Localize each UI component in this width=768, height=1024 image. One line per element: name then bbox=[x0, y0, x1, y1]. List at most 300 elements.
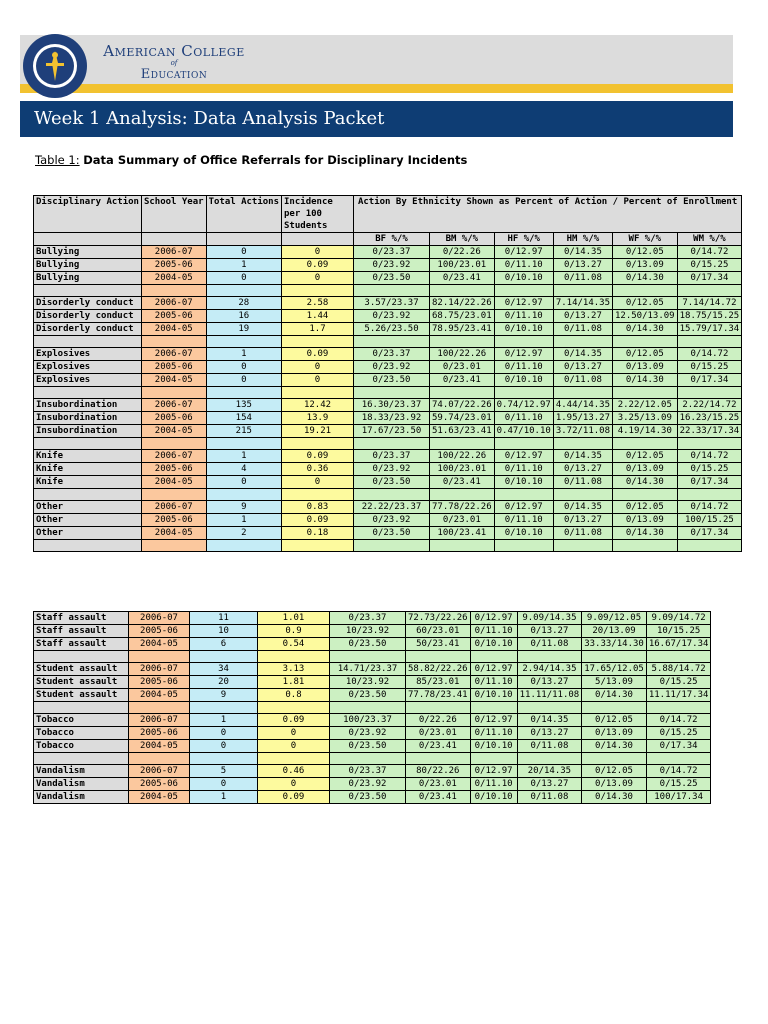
cell-wm: 10/15.25 bbox=[646, 625, 711, 638]
cell-hf: 0/11.10 bbox=[470, 676, 517, 689]
cell-bm: 0/23.01 bbox=[406, 778, 471, 791]
cell-action: Insubordination bbox=[34, 399, 142, 412]
spacer-cell bbox=[282, 438, 354, 450]
cell-year: 2004-05 bbox=[129, 791, 190, 804]
spacer-cell bbox=[517, 753, 582, 765]
spacer-cell bbox=[282, 540, 354, 552]
table-row bbox=[34, 246, 742, 259]
cell-incidence: 0.36 bbox=[282, 463, 354, 476]
cell-hf: 0.47/10.10 bbox=[494, 425, 553, 438]
cell-incidence: 12.42 bbox=[282, 399, 354, 412]
cell-bm: 100/23.41 bbox=[430, 527, 495, 540]
cell-wf: 33.33/14.30 bbox=[582, 638, 647, 651]
spacer-cell bbox=[282, 285, 354, 297]
cell-bm: 0/23.41 bbox=[430, 272, 495, 285]
spacer-cell bbox=[354, 285, 430, 297]
cell-hm: 0/14.35 bbox=[553, 501, 612, 514]
cell-year: 2005-06 bbox=[141, 361, 206, 374]
cell-action: Disorderly conduct bbox=[34, 297, 142, 310]
spacer-row bbox=[34, 540, 742, 552]
spacer-cell bbox=[613, 540, 678, 552]
cell-year: 2004-05 bbox=[141, 272, 206, 285]
cell-bf: 14.71/23.37 bbox=[330, 663, 406, 676]
cell-action: Knife bbox=[34, 450, 142, 463]
cell-bm: 0/23.41 bbox=[406, 740, 471, 753]
spacer-cell bbox=[470, 753, 517, 765]
cell-bm: 82.14/22.26 bbox=[430, 297, 495, 310]
spacer-cell bbox=[206, 285, 281, 297]
cell-total: 10 bbox=[190, 625, 258, 638]
cell-year: 2004-05 bbox=[141, 323, 206, 336]
table-caption bbox=[35, 153, 467, 167]
spacer-cell bbox=[34, 387, 142, 399]
spacer-cell bbox=[406, 753, 471, 765]
spacer-row bbox=[34, 702, 711, 714]
cell-wf: 0/13.09 bbox=[613, 361, 678, 374]
cell-bm: 77.78/23.41 bbox=[406, 689, 471, 702]
cell-total: 2 bbox=[206, 527, 281, 540]
spacer-cell bbox=[354, 438, 430, 450]
cell-wm: 0/17.34 bbox=[677, 476, 742, 489]
table-row bbox=[34, 476, 742, 489]
cell-year: 2006-07 bbox=[129, 765, 190, 778]
spacer-cell bbox=[34, 702, 129, 714]
cell-bf: 0/23.92 bbox=[354, 514, 430, 527]
cell-bf: 10/23.92 bbox=[330, 625, 406, 638]
cell-hf: 0/10.10 bbox=[494, 476, 553, 489]
table-row bbox=[34, 361, 742, 374]
cell-hm: 0/11.08 bbox=[553, 272, 612, 285]
cell-wm: 0/17.34 bbox=[677, 374, 742, 387]
cell-hm: 0/11.08 bbox=[517, 740, 582, 753]
cell-action: Vandalism bbox=[34, 765, 129, 778]
cell-action: Tobacco bbox=[34, 727, 129, 740]
spacer-cell bbox=[206, 540, 281, 552]
cell-wm: 0/14.72 bbox=[677, 450, 742, 463]
cell-wm: 0/14.72 bbox=[677, 246, 742, 259]
table-row bbox=[34, 501, 742, 514]
cell-action: Bullying bbox=[34, 259, 142, 272]
cell-incidence: 3.13 bbox=[258, 663, 330, 676]
cell-incidence: 19.21 bbox=[282, 425, 354, 438]
cell-hm: 0/13.27 bbox=[553, 310, 612, 323]
cell-hf: 0/11.10 bbox=[494, 259, 553, 272]
cell-action: Other bbox=[34, 514, 142, 527]
cell-wm: 0/15.25 bbox=[646, 727, 711, 740]
spacer-cell bbox=[190, 753, 258, 765]
cell-action: Tobacco bbox=[34, 740, 129, 753]
cell-incidence: 0 bbox=[282, 476, 354, 489]
cell-bf: 0/23.50 bbox=[330, 740, 406, 753]
cell-bf: 0/23.92 bbox=[354, 361, 430, 374]
subheader-blank bbox=[34, 233, 142, 246]
cell-wm: 18.75/15.25 bbox=[677, 310, 742, 323]
table-row bbox=[34, 527, 742, 540]
referrals-table-part-1 bbox=[33, 195, 742, 552]
cell-bm: 80/22.26 bbox=[406, 765, 471, 778]
cell-year: 2006-07 bbox=[129, 714, 190, 727]
cell-total: 1 bbox=[206, 259, 281, 272]
cell-action: Knife bbox=[34, 463, 142, 476]
cell-incidence: 0.09 bbox=[282, 450, 354, 463]
cell-wf: 12.50/13.09 bbox=[613, 310, 678, 323]
cell-wm: 0/15.25 bbox=[646, 778, 711, 791]
cell-action: Tobacco bbox=[34, 714, 129, 727]
college-logo-text bbox=[94, 42, 254, 82]
table-row bbox=[34, 638, 711, 651]
cell-action: Student assault bbox=[34, 663, 129, 676]
cell-year: 2006-07 bbox=[141, 450, 206, 463]
spacer-cell bbox=[406, 651, 471, 663]
spacer-cell bbox=[258, 651, 330, 663]
cell-bf: 10/23.92 bbox=[330, 676, 406, 689]
spacer-cell bbox=[258, 753, 330, 765]
spacer-cell bbox=[517, 651, 582, 663]
cell-bm: 0/23.01 bbox=[430, 514, 495, 527]
spacer-cell bbox=[553, 336, 612, 348]
cell-action: Insubordination bbox=[34, 412, 142, 425]
cell-hf: 0/12.97 bbox=[494, 348, 553, 361]
cell-bm: 0/23.41 bbox=[430, 476, 495, 489]
cell-year: 2006-07 bbox=[141, 246, 206, 259]
cell-year: 2006-07 bbox=[129, 612, 190, 625]
spacer-cell bbox=[470, 702, 517, 714]
spacer-cell bbox=[129, 702, 190, 714]
cell-bm: 78.95/23.41 bbox=[430, 323, 495, 336]
cell-total: 9 bbox=[206, 501, 281, 514]
table-row bbox=[34, 450, 742, 463]
cell-bf: 0/23.37 bbox=[354, 246, 430, 259]
cell-action: Other bbox=[34, 501, 142, 514]
spacer-cell bbox=[494, 489, 553, 501]
spacer-cell bbox=[553, 438, 612, 450]
spacer-row bbox=[34, 387, 742, 399]
spacer-cell bbox=[553, 285, 612, 297]
cell-bf: 3.57/23.37 bbox=[354, 297, 430, 310]
cell-hm: 0/14.35 bbox=[553, 450, 612, 463]
cell-hm: 0/13.27 bbox=[553, 463, 612, 476]
table-row bbox=[34, 689, 711, 702]
cell-bf: 5.26/23.50 bbox=[354, 323, 430, 336]
cell-incidence: 0.9 bbox=[258, 625, 330, 638]
caption-title: Data Summary of Office Referrals for Disciplinary Incidents bbox=[83, 153, 468, 167]
cell-action: Bullying bbox=[34, 272, 142, 285]
cell-year: 2005-06 bbox=[141, 463, 206, 476]
spacer-cell bbox=[677, 285, 742, 297]
subheader-blank bbox=[282, 233, 354, 246]
cell-wf: 0/14.30 bbox=[613, 374, 678, 387]
cell-hf: 0/10.10 bbox=[494, 323, 553, 336]
subheader-bf: BF %/% bbox=[354, 233, 430, 246]
spacer-cell bbox=[282, 387, 354, 399]
cell-wf: 0/12.05 bbox=[582, 765, 647, 778]
cell-wf: 5/13.09 bbox=[582, 676, 647, 689]
spacer-cell bbox=[330, 753, 406, 765]
cell-action: Knife bbox=[34, 476, 142, 489]
cell-year: 2004-05 bbox=[141, 425, 206, 438]
spacer-cell bbox=[646, 702, 711, 714]
cell-total: 0 bbox=[206, 272, 281, 285]
spacer-cell bbox=[613, 489, 678, 501]
cell-action: Explosives bbox=[34, 374, 142, 387]
cell-bm: 0/22.26 bbox=[406, 714, 471, 727]
cell-total: 1 bbox=[190, 714, 258, 727]
cell-bf: 0/23.37 bbox=[354, 348, 430, 361]
cell-total: 0 bbox=[190, 727, 258, 740]
cell-action: Staff assault bbox=[34, 638, 129, 651]
cell-bf: 0/23.37 bbox=[354, 450, 430, 463]
cell-incidence: 13.9 bbox=[282, 412, 354, 425]
cell-incidence: 0.09 bbox=[258, 714, 330, 727]
cell-year: 2006-07 bbox=[129, 663, 190, 676]
cell-bm: 58.82/22.26 bbox=[406, 663, 471, 676]
cell-wf: 0/13.09 bbox=[613, 463, 678, 476]
cell-bf: 16.30/23.37 bbox=[354, 399, 430, 412]
cell-wf: 0/13.09 bbox=[582, 778, 647, 791]
cell-incidence: 1.01 bbox=[258, 612, 330, 625]
cell-year: 2004-05 bbox=[141, 527, 206, 540]
spacer-cell bbox=[553, 387, 612, 399]
cell-bf: 0/23.92 bbox=[354, 259, 430, 272]
subheader-hf: HF %/% bbox=[494, 233, 553, 246]
table-row bbox=[34, 714, 711, 727]
table-row bbox=[34, 727, 711, 740]
cell-bm: 59.74/23.01 bbox=[430, 412, 495, 425]
cell-hm: 0/13.27 bbox=[517, 727, 582, 740]
cell-wf: 0/14.30 bbox=[582, 689, 647, 702]
cell-total: 1 bbox=[190, 791, 258, 804]
spacer-cell bbox=[494, 438, 553, 450]
header-ethnicity: Action By Ethnicity Shown as Percent of Action / Percent of Enrollment bbox=[354, 196, 742, 233]
cell-year: 2006-07 bbox=[141, 501, 206, 514]
spacer-row bbox=[34, 438, 742, 450]
cell-hf: 0/11.10 bbox=[494, 361, 553, 374]
cell-hf: 0/10.10 bbox=[494, 374, 553, 387]
table-row bbox=[34, 412, 742, 425]
cell-bf: 0/23.92 bbox=[330, 778, 406, 791]
cell-year: 2006-07 bbox=[141, 348, 206, 361]
cell-bf: 0/23.50 bbox=[354, 272, 430, 285]
cell-wm: 9.09/14.72 bbox=[646, 612, 711, 625]
cell-action: Student assault bbox=[34, 689, 129, 702]
cell-action: Other bbox=[34, 527, 142, 540]
cell-bm: 100/22.26 bbox=[430, 450, 495, 463]
cell-wf: 3.25/13.09 bbox=[613, 412, 678, 425]
cell-total: 6 bbox=[190, 638, 258, 651]
cell-total: 28 bbox=[206, 297, 281, 310]
cell-bm: 72.73/22.26 bbox=[406, 612, 471, 625]
cell-total: 0 bbox=[190, 778, 258, 791]
cell-bf: 0/23.37 bbox=[330, 765, 406, 778]
cell-bf: 0/23.92 bbox=[330, 727, 406, 740]
logo-line-1: American College bbox=[103, 42, 245, 60]
cell-bm: 77.78/22.26 bbox=[430, 501, 495, 514]
cell-bf: 0/23.37 bbox=[330, 612, 406, 625]
cell-wf: 17.65/12.05 bbox=[582, 663, 647, 676]
spacer-cell bbox=[613, 285, 678, 297]
table-row bbox=[34, 791, 711, 804]
table-row bbox=[34, 740, 711, 753]
cell-year: 2005-06 bbox=[141, 412, 206, 425]
subheader-blank bbox=[141, 233, 206, 246]
spacer-cell bbox=[430, 540, 495, 552]
cell-year: 2004-05 bbox=[129, 740, 190, 753]
table-row bbox=[34, 778, 711, 791]
cell-action: Insubordination bbox=[34, 425, 142, 438]
spacer-cell bbox=[282, 489, 354, 501]
spacer-cell bbox=[282, 336, 354, 348]
cell-wm: 16.67/17.34 bbox=[646, 638, 711, 651]
cell-year: 2004-05 bbox=[129, 689, 190, 702]
table-row bbox=[34, 374, 742, 387]
cell-incidence: 0.8 bbox=[258, 689, 330, 702]
spacer-cell bbox=[677, 540, 742, 552]
cell-hf: 0/12.97 bbox=[494, 246, 553, 259]
table-row bbox=[34, 463, 742, 476]
cell-wf: 2.22/12.05 bbox=[613, 399, 678, 412]
cell-wm: 0/15.25 bbox=[646, 676, 711, 689]
cell-wf: 0/14.30 bbox=[582, 740, 647, 753]
cell-hm: 0/11.08 bbox=[553, 323, 612, 336]
spacer-cell bbox=[141, 285, 206, 297]
cell-incidence: 1.7 bbox=[282, 323, 354, 336]
cell-year: 2005-06 bbox=[129, 676, 190, 689]
table-row bbox=[34, 625, 711, 638]
spacer-cell bbox=[582, 651, 647, 663]
cell-bm: 0/23.41 bbox=[406, 791, 471, 804]
cell-wf: 0/12.05 bbox=[582, 714, 647, 727]
spacer-cell bbox=[190, 702, 258, 714]
cell-incidence: 2.58 bbox=[282, 297, 354, 310]
cell-wm: 0/14.72 bbox=[677, 501, 742, 514]
cell-wf: 4.19/14.30 bbox=[613, 425, 678, 438]
spacer-cell bbox=[430, 489, 495, 501]
cell-bm: 74.07/22.26 bbox=[430, 399, 495, 412]
cell-wm: 5.88/14.72 bbox=[646, 663, 711, 676]
cell-hm: 0/13.27 bbox=[553, 259, 612, 272]
spacer-cell bbox=[613, 387, 678, 399]
cell-incidence: 0.09 bbox=[282, 259, 354, 272]
cell-year: 2006-07 bbox=[141, 297, 206, 310]
cell-incidence: 0 bbox=[282, 361, 354, 374]
cell-year: 2004-05 bbox=[141, 476, 206, 489]
subheader-wm: WM %/% bbox=[677, 233, 742, 246]
cell-hf: 0/12.97 bbox=[494, 450, 553, 463]
cell-action: Staff assault bbox=[34, 625, 129, 638]
cell-total: 11 bbox=[190, 612, 258, 625]
cell-total: 1 bbox=[206, 514, 281, 527]
cell-wf: 0/13.09 bbox=[582, 727, 647, 740]
spacer-cell bbox=[34, 651, 129, 663]
cell-wf: 0/13.09 bbox=[613, 514, 678, 527]
cell-action: Explosives bbox=[34, 348, 142, 361]
spacer-cell bbox=[430, 438, 495, 450]
cell-hm: 0/13.27 bbox=[517, 778, 582, 791]
subheader-hm: HM %/% bbox=[553, 233, 612, 246]
cell-hf: 0/10.10 bbox=[470, 791, 517, 804]
cell-hm: 0/11.08 bbox=[517, 638, 582, 651]
cell-hm: 0/14.35 bbox=[553, 348, 612, 361]
header-incidence: Incidence per 100 Students bbox=[282, 196, 354, 233]
cell-year: 2005-06 bbox=[129, 778, 190, 791]
cell-incidence: 0 bbox=[258, 727, 330, 740]
spacer-cell bbox=[354, 387, 430, 399]
cell-total: 1 bbox=[206, 450, 281, 463]
cell-wf: 0/12.05 bbox=[613, 501, 678, 514]
cell-incidence: 0.46 bbox=[258, 765, 330, 778]
table-row bbox=[34, 765, 711, 778]
cell-incidence: 0.83 bbox=[282, 501, 354, 514]
spacer-cell bbox=[470, 651, 517, 663]
spacer-row bbox=[34, 651, 711, 663]
cell-wf: 0/12.05 bbox=[613, 348, 678, 361]
header-total: Total Actions bbox=[206, 196, 281, 233]
cell-bm: 60/23.01 bbox=[406, 625, 471, 638]
caption-label: Table 1: bbox=[35, 153, 80, 167]
cell-total: 0 bbox=[190, 740, 258, 753]
cell-wm: 100/17.34 bbox=[646, 791, 711, 804]
cell-hf: 0/11.10 bbox=[494, 310, 553, 323]
cell-hm: 2.94/14.35 bbox=[517, 663, 582, 676]
cell-action: Student assault bbox=[34, 676, 129, 689]
table-row bbox=[34, 676, 711, 689]
cell-bf: 100/23.37 bbox=[330, 714, 406, 727]
cell-wm: 0/15.25 bbox=[677, 361, 742, 374]
cell-wf: 0/13.09 bbox=[613, 259, 678, 272]
cell-hf: 0.74/12.97 bbox=[494, 399, 553, 412]
subheader-blank bbox=[206, 233, 281, 246]
cell-action: Vandalism bbox=[34, 791, 129, 804]
cell-wf: 0/14.30 bbox=[613, 272, 678, 285]
cell-hm: 9.09/14.35 bbox=[517, 612, 582, 625]
spacer-cell bbox=[206, 387, 281, 399]
spacer-cell bbox=[406, 702, 471, 714]
cell-incidence: 0 bbox=[258, 740, 330, 753]
cell-bf: 0/23.50 bbox=[354, 527, 430, 540]
cell-total: 1 bbox=[206, 348, 281, 361]
cell-total: 0 bbox=[206, 476, 281, 489]
cell-hm: 0/13.27 bbox=[517, 676, 582, 689]
cell-wm: 0/14.72 bbox=[677, 348, 742, 361]
spacer-cell bbox=[677, 387, 742, 399]
cell-year: 2004-05 bbox=[141, 374, 206, 387]
cell-total: 16 bbox=[206, 310, 281, 323]
spacer-row bbox=[34, 489, 742, 501]
cell-hf: 0/11.10 bbox=[470, 625, 517, 638]
cell-hm: 7.14/14.35 bbox=[553, 297, 612, 310]
cell-incidence: 0.09 bbox=[282, 514, 354, 527]
cell-bf: 0/23.92 bbox=[354, 463, 430, 476]
spacer-cell bbox=[354, 540, 430, 552]
spacer-row bbox=[34, 336, 742, 348]
cell-wm: 0/14.72 bbox=[646, 765, 711, 778]
spacer-cell bbox=[613, 438, 678, 450]
cell-hm: 0/11.08 bbox=[553, 374, 612, 387]
page-title: Week 1 Analysis: Data Analysis Packet bbox=[34, 108, 385, 129]
spacer-cell bbox=[430, 336, 495, 348]
cell-bm: 100/23.01 bbox=[430, 463, 495, 476]
spacer-cell bbox=[430, 387, 495, 399]
cell-bf: 22.22/23.37 bbox=[354, 501, 430, 514]
spacer-cell bbox=[646, 753, 711, 765]
cell-action: Disorderly conduct bbox=[34, 323, 142, 336]
cell-wm: 0/15.25 bbox=[677, 463, 742, 476]
cell-wm: 0/17.34 bbox=[677, 527, 742, 540]
cell-hf: 0/10.10 bbox=[470, 740, 517, 753]
logo-line-3: Education bbox=[140, 67, 208, 82]
page-title-bar bbox=[20, 101, 733, 137]
spacer-cell bbox=[582, 753, 647, 765]
